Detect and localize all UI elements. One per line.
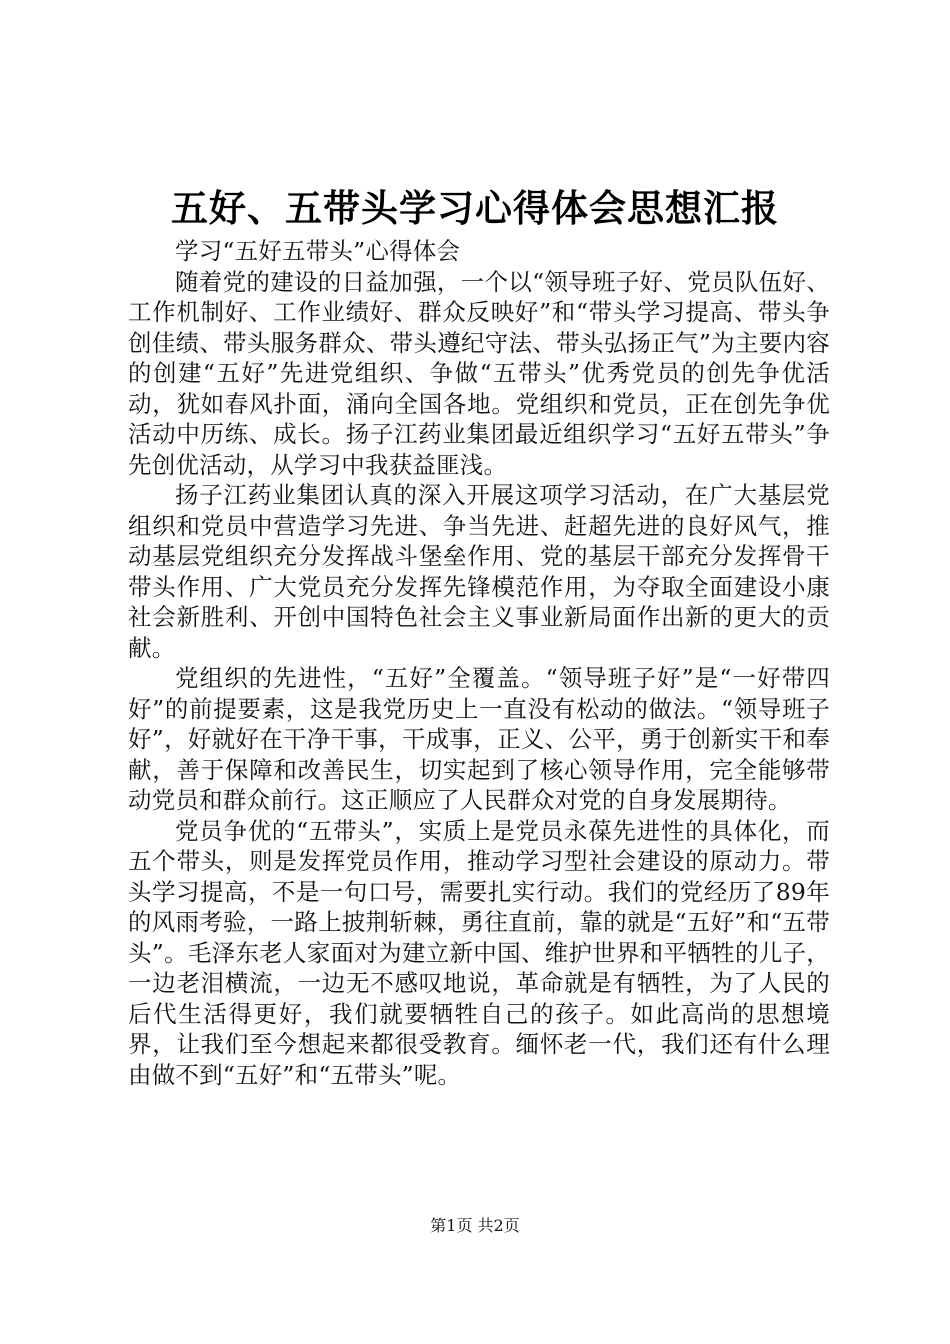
paragraph-2: 扬子江药业集团认真的深入开展这项学习活动，在广大基层党组织和党员中营造学习先进、争当先进、赶超先进的良好风气，推动基层党组织充分发挥战斗堡垒作用、党的基层干部充分发挥骨干带头作用、广大党员充分发挥先锋模范作用，为夺取全面建设小康社会新胜利、开创中国特色社会主义事业新局面作出新的更大的贡献。 (128, 481, 830, 662)
document-title: 五好、五带头学习心得体会思想汇报 (171, 186, 779, 230)
document-body (128, 236, 830, 1090)
paragraph-3: 党组织的先进性，“五好”全覆盖。“领导班子好”是“一好带四好”的前提要素，这是我党历史上一直没有松动的做法。“领导班子好”，好就好在干净干事，干成事，正义、公平，勇于创新实干和奉献，善于保障和改善民生，切实起到了核心领导作用，完全能够带动党员和群众前行。这正顺应了人民群众对党的自身发展期待。 (128, 664, 830, 814)
paragraph-4: 党员争优的“五带头”，实质上是党员永葆先进性的具体化，而五个带头，则是发挥党员作用，推动学习型社会建设的原动力。带头学习提高，不是一句口号，需要扎实行动。我们的党经历了89年的风雨考验，一路上披荆斩棘，勇往直前，靠的就是“五好”和“五带头”。毛泽东老人家面对为建立新中国、维护世界和平牺牲的儿子，一边老泪横流，一边无不感叹地说，革命就是有牺牲，为了人民的后代生活得更好，我们就要牺牲自己的孩子。如此高尚的思想境界，让我们至今想起来都很受教育。缅怀老一代，我们还有什么理由做不到“五好”和“五带头”呢。 (128, 816, 830, 1089)
page-footer: 第1页 共2页 (430, 1216, 520, 1235)
paragraph-1: 随着党的建设的日益加强，一个以“领导班子好、党员队伍好、工作机制好、工作业绩好、群众反映好”和“带头学习提高、带头争创佳绩、带头服务群众、带头遵纪守法、带头弘扬正气”为主要内容的创建“五好”先进党组织、争做“五带头”优秀党员的创先争优活动，犹如春风扑面，涌向全国各地。党组织和党员，正在创先争优活动中历练、成长。扬子江药业集团最近组织学习“五好五带头”争先创优活动，从学习中我获益匪浅。 (128, 267, 830, 479)
document-subtitle: 学习“五好五带头”心得体会 (175, 237, 461, 265)
